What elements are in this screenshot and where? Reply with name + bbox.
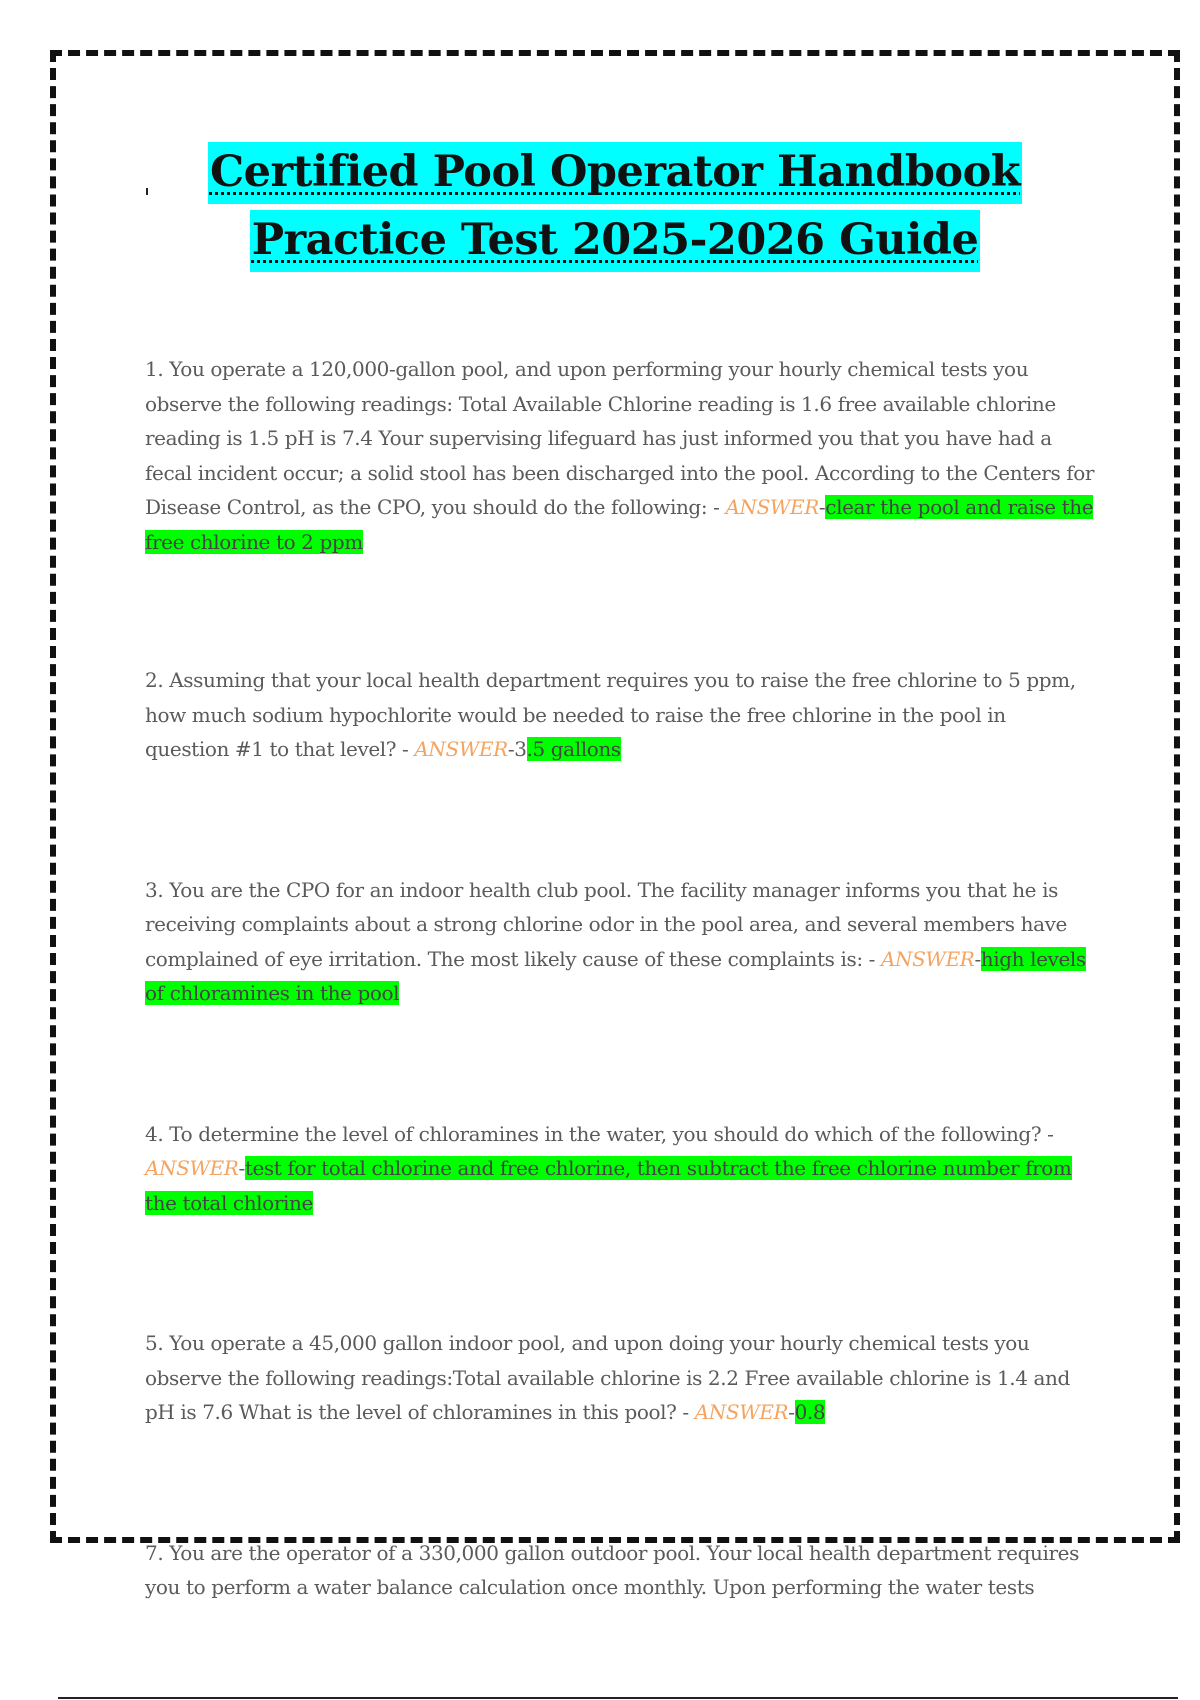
answer-prefix: - [818,495,826,519]
answer-highlight: test for total chlorine and free chlorine, then subtract the free chlorine number from the total chlorine [145,1156,1072,1215]
answer-highlight: 0.8 [794,1400,826,1424]
answer-label: ANSWER [145,1156,239,1180]
answer-highlight: .5 gallons [526,737,621,761]
question-5 [145,1326,1095,1430]
question-1 [145,352,1095,559]
answer-prefix: - [238,1156,245,1180]
answer-highlight: high levels of chloramines in the pool [145,946,1086,1005]
answer-label: ANSWER [694,1400,789,1424]
answer-prefix: -3 [507,737,527,761]
question-text: 2. Assuming that your local health department requires you to raise the free chlorine to 5 ppm, how much sodium hypochlorite would be needed to raise the free chlorine in the pool in question #1 to that level? - [145,668,1076,761]
question-3 [145,873,1095,1011]
question-text: 3. You are the CPO for an indoor health club pool. The facility manager informs you that he is receiving complaints about a strong chlorine odor in the pool area, and several members have complained of eye irritation. The most likely cause of these complaints is: - [145,877,1067,971]
footer-rule [58,1697,1178,1699]
question-text: 7. You are the operator of a 330,000 gallon outdoor pool. Your local health department requires you to perform a water balance calculation once monthly. Upon performing the water tests [145,1540,1079,1599]
question-7 [145,1536,1095,1605]
question-text: 1. You operate a 120,000-gallon pool, and upon performing your hourly chemical tests you observe the following readings: Total Available Chlorine reading is 1.6 free available chlorine reading is 1.5 pH is 7.4 Your supervising lifeguard has just informed you that you have had a fecal incident occur; a solid stool has been discharged into the pool. According to the Centers for Disease Control, as the CPO, you should do the following: - [145,357,1095,519]
question-text: 4. To determine the level of chloramines in the water, you should do which of the following? - [145,1121,1054,1146]
question-list [145,352,1095,1605]
answer-prefix: - [974,946,981,971]
answer-highlight: clear the pool and raise the free chlorine to 2 ppm [145,495,1094,554]
title-line-2: Practice Test 2025-2026 Guide [250,210,981,272]
question-4 [145,1117,1095,1221]
question-text: 5. You operate a 45,000 gallon indoor pool, and upon doing your hourly chemical tests you observe the following readings:Total available chlorine is 2.2 Free available chlorine is 1.4 and pH is 7.6 What is the level of chloramines in this pool? - [145,1331,1070,1424]
answer-label: ANSWER [414,737,508,761]
answer-label: ANSWER [725,495,819,519]
answer-label: ANSWER [880,946,975,971]
title-line-1: Certified Pool Operator Handbook [208,142,1022,204]
question-2 [145,663,1095,767]
document-title [0,142,1200,278]
answer-prefix: - [788,1400,795,1424]
